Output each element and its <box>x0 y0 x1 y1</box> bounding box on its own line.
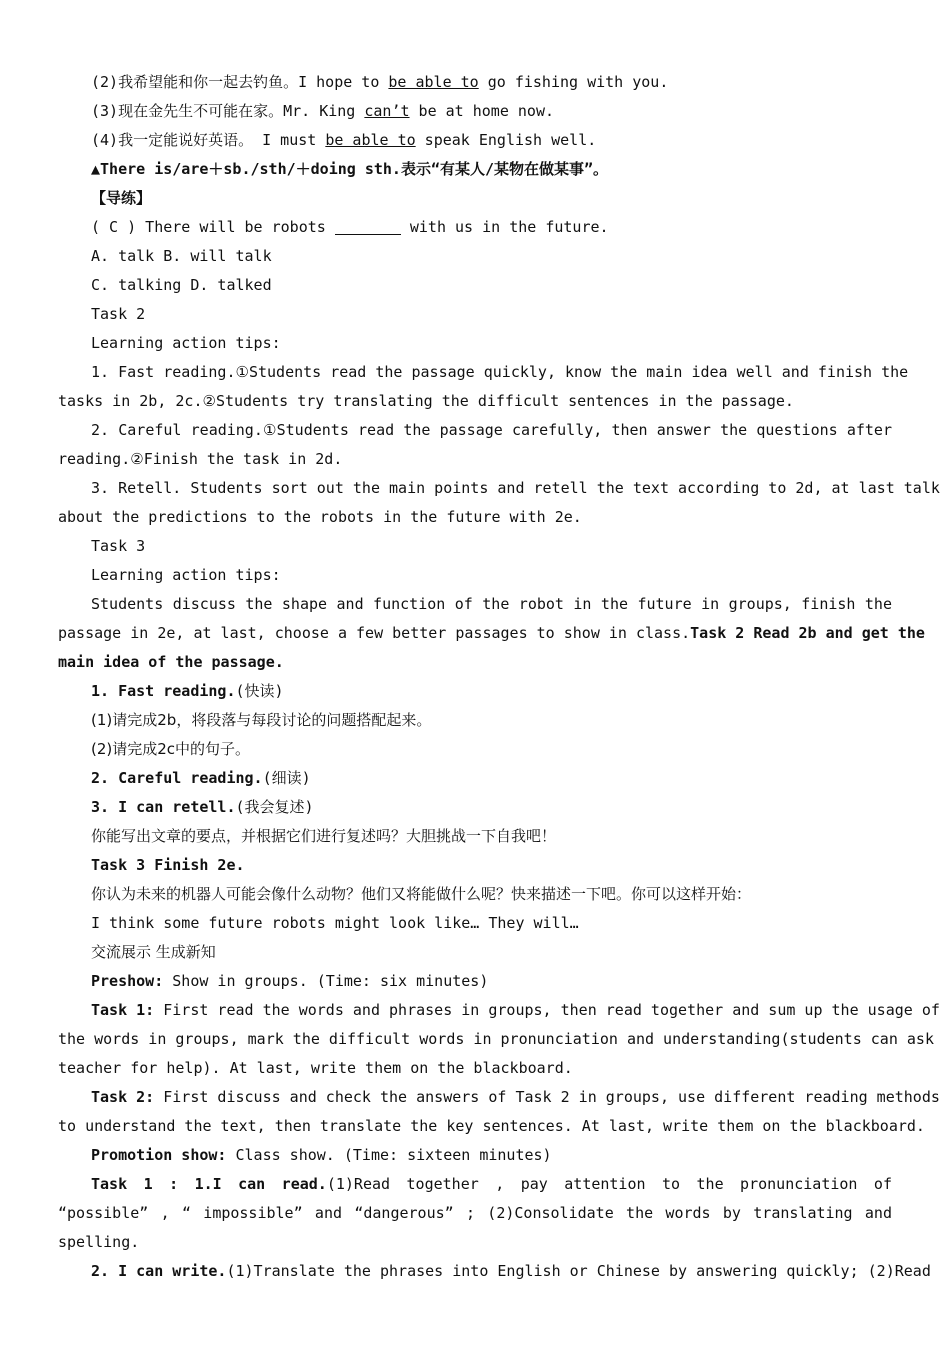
promotion-task-1-line: “possible” , “ impossible” and “dangerous” ; (2)Consolidate the words by translating and <box>58 1204 892 1222</box>
preshow-task-1-line: the words in groups, mark the difficult words in pronunciation and understanding(students can ask <box>58 1030 934 1048</box>
options-cd: C. talking D. talked <box>91 276 272 294</box>
retell-heading: 3. I can retell.(我会复述) <box>91 798 314 816</box>
answer-underline: be able to <box>325 131 416 149</box>
discussion-line: passage in 2e, at last, choose a few better passages to show in class.Task 2 Read 2b and get the <box>58 624 925 642</box>
fast-reading-heading: 1. Fast reading.(快读) <box>91 682 284 700</box>
preshow-task-1-line: Task 1: First read the words and phrases in groups, then read together and sum up the usage of <box>91 1001 940 1019</box>
discussion-line: Students discuss the shape and function of the robot in the future in groups, finish the <box>91 595 892 613</box>
answer-underline: be able to <box>388 73 479 91</box>
answer-blank <box>335 219 401 235</box>
preshow-task-2-line: Task 2: First discuss and check the answers of Task 2 in groups, use different reading methods <box>91 1088 940 1106</box>
preshow-task-1-line: teacher for help). At last, write them on the blackboard. <box>58 1059 573 1077</box>
promotion-task-2-line: 2. I can write.(1)Translate the phrases into English or Chinese by answering quickly; (2)Read <box>91 1262 931 1280</box>
task-3-heading: Task 3 <box>91 537 146 555</box>
sentence-3: (3)现在金先生不可能在家。Mr. King can’t be at home now. <box>91 102 555 120</box>
careful-reading-heading: 2. Careful reading.(细读) <box>91 769 311 787</box>
document-page <box>58 68 940 1286</box>
tips-heading: Learning action tips: <box>91 566 281 584</box>
retell-instruction: 你能写出文章的要点，并根据它们进行复述吗？大胆挑战一下自我吧！ <box>91 827 557 845</box>
section-heading: 交流展示 生成新知 <box>91 943 216 961</box>
tip-3-line: 3. Retell. Students sort out the main points and retell the text according to 2d, at last talk <box>91 479 940 497</box>
fast-reading-item-2: (2)请完成2c中的句子。 <box>91 740 251 758</box>
preshow-task-2-line: to understand the text, then translate the key sentences. At last, write them on the blackboard. <box>58 1117 925 1135</box>
task-2-heading: Task 2 <box>91 305 146 323</box>
practice-heading: 【导练】 <box>91 189 152 207</box>
tip-3-line: about the predictions to the robots in the future with 2e. <box>58 508 582 526</box>
preshow-line: Preshow: Show in groups. (Time: six minutes) <box>91 972 489 990</box>
tip-2-line: 2. Careful reading.①Students read the passage carefully, then answer the questions after <box>91 421 892 439</box>
tips-heading: Learning action tips: <box>91 334 281 352</box>
tip-1-line: tasks in 2b, 2c.②Students try translating the difficult sentences in the passage. <box>58 392 794 410</box>
promotion-task-1-line: spelling. <box>58 1233 140 1251</box>
main-idea-line: main idea of the passage. <box>58 653 284 671</box>
sample-opening: I think some future robots might look like… They will… <box>91 914 579 932</box>
practice-question: ( C ) There will be robots with us in the future. <box>91 218 609 236</box>
tip-1-line: 1. Fast reading.①Students read the passage quickly, know the main idea well and finish the <box>91 363 909 381</box>
grammar-note: ▲There is/are＋sb./sth/＋doing sth.表示“有某人/某物在做某事”。 <box>91 160 609 178</box>
task-3-instruction: 你认为未来的机器人可能会像什么动物？他们又将能做什么呢？快来描述一下吧。你可以这样开始： <box>91 885 752 903</box>
task-3-finish-heading: Task 3 Finish 2e. <box>91 856 245 874</box>
promotion-show-line: Promotion show: Class show. (Time: sixteen minutes) <box>91 1146 552 1164</box>
sentence-2: (2)我希望能和你一起去钓鱼。I hope to be able to go fishing with you. <box>91 73 669 91</box>
tip-2-line: reading.②Finish the task in 2d. <box>58 450 343 468</box>
promotion-task-1-line: Task 1 : 1.I can read.(1)Read together , pay attention to the pronunciation of <box>91 1175 892 1193</box>
answer-underline: can’t <box>364 102 410 120</box>
fast-reading-item-1: (1)请完成2b，将段落与每段讨论的问题搭配起来。 <box>91 711 432 729</box>
sentence-4: (4)我一定能说好英语。 I must be able to speak English well. <box>91 131 597 149</box>
options-ab: A. talk B. will talk <box>91 247 272 265</box>
